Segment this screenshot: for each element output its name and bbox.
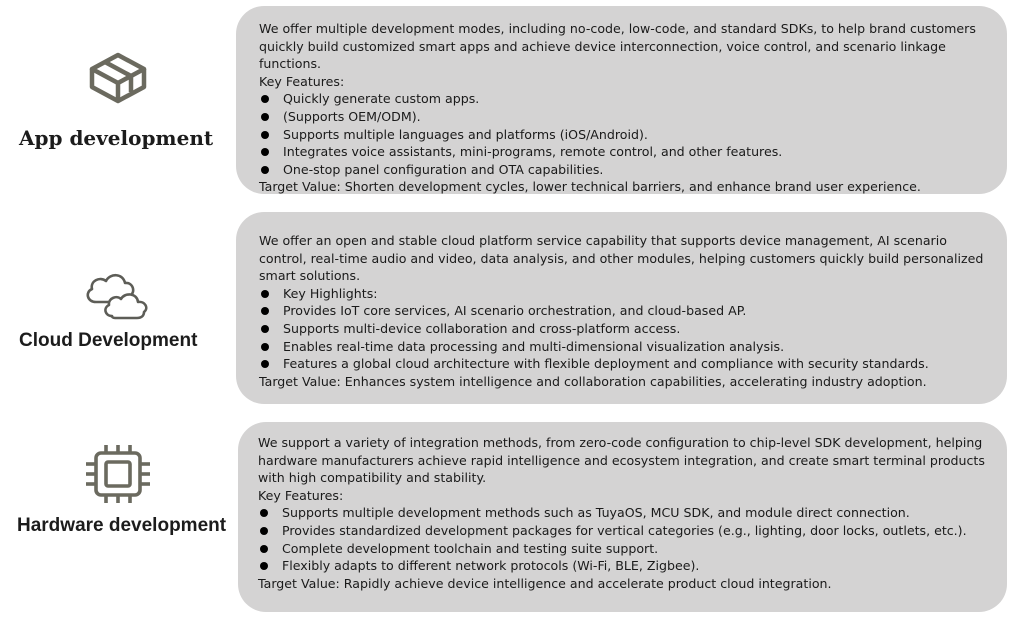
list-item: (Supports OEM/ODM). (259, 108, 987, 126)
list-item: Provides standardized development packages for vertical categories (e.g., lighting, door locks, outlets, etc.). (258, 522, 1003, 540)
cloud-development-icon-wrap (0, 272, 236, 322)
cloud-development-card (236, 212, 1007, 404)
highlight-list (259, 285, 987, 373)
card-intro: We support a variety of integration methods, from zero-code configuration to chip-level SDK development, helping hardware manufacturers achieve rapid intelligence and ecosystem integration, and create smart terminal products with high compatibility and stability. (258, 435, 985, 486)
card-heading: Key Features: (258, 487, 344, 503)
list-item: Key Highlights: (259, 285, 987, 303)
list-item: Flexibly adapts to different network protocols (Wi-Fi, BLE, Zigbee). (258, 557, 1003, 575)
box-icon (88, 52, 148, 104)
hardware-development-title: Hardware development (17, 515, 227, 536)
list-item: Complete development toolchain and testing suite support. (258, 540, 1003, 558)
card-target: Target Value: Enhances system intelligence and collaboration capabilities, accelerating industry adoption. (259, 373, 927, 389)
list-item: Provides IoT core services, AI scenario orchestration, and cloud-based AP. (259, 302, 987, 320)
app-development-card (236, 6, 1007, 194)
feature-list (259, 90, 987, 178)
list-item: Supports multiple development methods such as TuyaOS, MCU SDK, and module direct connection. (258, 504, 1003, 522)
card-intro: We offer multiple development modes, including no-code, low-code, and standard SDKs, to help brand customers quickly build customized smart apps and achieve device interconnection, voice control, and scenario linkage functions. (259, 21, 976, 72)
hardware-development-card (238, 422, 1007, 612)
list-item: Supports multi-device collaboration and cross-platform access. (259, 320, 987, 338)
cloud-development-title: Cloud Development (19, 330, 198, 351)
list-item: Integrates voice assistants, mini-programs, remote control, and other features. (259, 143, 987, 161)
list-item: Supports multiple languages and platforms (iOS/Android). (259, 126, 987, 144)
card-heading: Key Features: (259, 73, 345, 89)
list-item: Enables real-time data processing and multi-dimensional visualization analysis. (259, 338, 987, 356)
card-target: Target Value: Rapidly achieve device intelligence and accelerate product cloud integration. (258, 575, 832, 591)
feature-list (258, 504, 1003, 574)
list-item: Quickly generate custom apps. (259, 90, 987, 108)
app-development-icon-wrap (0, 52, 236, 104)
app-development-title: App development (19, 126, 214, 150)
card-intro: We offer an open and stable cloud platform service capability that supports device management, AI scenario control, real-time audio and video, data analysis, and other modules, helping customers quickly build personalized smart solutions. (259, 233, 984, 284)
cloud-icon (82, 272, 154, 322)
chip-icon (84, 444, 152, 504)
card-target: Target Value: Shorten development cycles, lower technical barriers, and enhance brand user experience. (259, 179, 921, 195)
hardware-development-icon-wrap (0, 444, 236, 504)
list-item: One-stop panel configuration and OTA capabilities. (259, 161, 987, 179)
list-item: Features a global cloud architecture with flexible deployment and compliance with security standards. (259, 355, 987, 373)
